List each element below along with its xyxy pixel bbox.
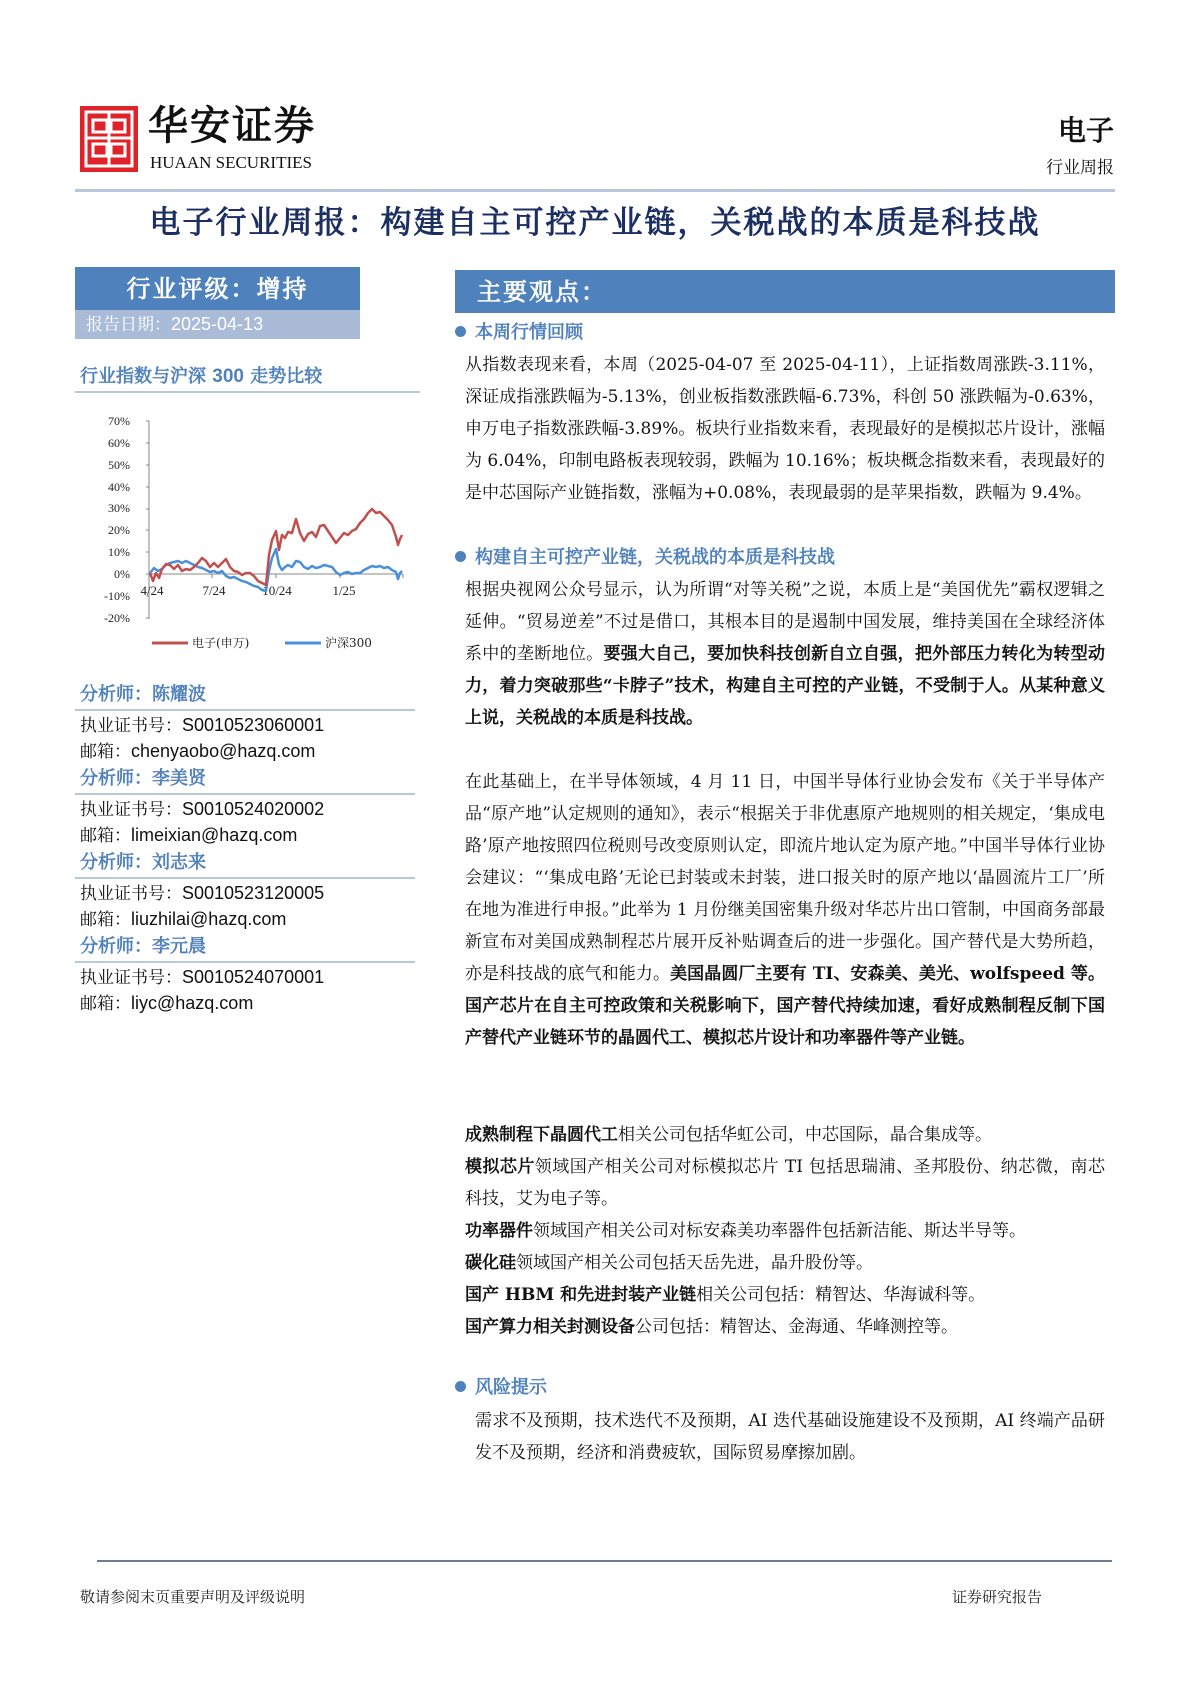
tariff-paragraph-text: 根据央视网公众号显示，认为所谓“对等关税”之说，本质上是“美国优先”霸权逻辑之延伸。“贸易逆差”不过是借口，其根本目的是遏制中国发展，维持美国在全球经济体系中的垄断地位。 bbox=[465, 580, 1105, 664]
item-text: 领域国产相关公司对标安森美功率器件包括新洁能、斯达半导等。 bbox=[533, 1221, 1026, 1241]
footer-disclaimer: 敬请参阅末页重要声明及评级说明 bbox=[80, 1588, 306, 1606]
chart-title-part: 走势比较 bbox=[250, 366, 323, 387]
bullet-icon bbox=[455, 1381, 466, 1392]
item-text: 领域国产相关公司包括天岳先进，晶升股份等。 bbox=[516, 1253, 873, 1273]
section-heading-text: 构建自主可控产业链，关税战的本质是科技战 bbox=[475, 547, 835, 568]
analyst-email bbox=[80, 739, 315, 764]
svg-text:50%: 50% bbox=[108, 458, 130, 472]
x-axis-labels bbox=[140, 583, 355, 598]
analyst-divider bbox=[75, 877, 415, 879]
tariff-paragraph-emphasis: 要强大自己，要加快科技创新自立自强，把外部压力转化为转型动力，着力突破那些“卡脖子”技术，构建自主可控的产业链，不受制于人。从某种意义上说，关税战的本质是科技战。 bbox=[465, 644, 1106, 728]
analyst-email bbox=[80, 991, 253, 1016]
y-axis-labels bbox=[104, 414, 130, 625]
cert-label: 执业证书号： bbox=[80, 884, 182, 904]
analyst-name: 分析师：陈耀波 bbox=[80, 684, 206, 705]
svg-text:30%: 30% bbox=[108, 501, 130, 515]
section-heading-tariff-war bbox=[455, 545, 835, 571]
chart-title-part: 行业指数与沪深 bbox=[80, 366, 206, 387]
email-address[interactable]: liyc@hazq.com bbox=[131, 993, 254, 1013]
tariff-paragraph bbox=[465, 574, 1105, 734]
report-date-box bbox=[75, 310, 360, 339]
analyst-divider bbox=[75, 793, 415, 795]
report-date-label: 报告日期： bbox=[86, 315, 171, 335]
item-category: 国产 HBM 和先进封装产业链 bbox=[465, 1285, 697, 1305]
chart-title bbox=[80, 365, 322, 389]
item-category: 功率器件 bbox=[465, 1221, 533, 1241]
item-category: 碳化硅 bbox=[465, 1253, 516, 1273]
svg-text:10%: 10% bbox=[108, 545, 130, 559]
footer-divider bbox=[97, 1560, 1112, 1562]
svg-text:-10%: -10% bbox=[104, 589, 130, 603]
index-comparison-chart bbox=[80, 395, 420, 655]
analyst-email bbox=[80, 907, 286, 932]
analyst-divider bbox=[75, 709, 415, 711]
semiconductor-paragraph-emphasis: 美国晶圆厂主要有 TI、安森美、美光、wolfspeed 等。国产芯片在自主可控政策和关税影响下，国产替代持续加速，看好成熟制程反制下国产替代产业链环节的晶圆代工、模拟芯片设计和功率器件等产业链。 bbox=[465, 964, 1105, 1048]
item-category: 国产算力相关封测设备 bbox=[465, 1317, 635, 1337]
svg-text:-20%: -20% bbox=[104, 611, 130, 625]
analyst-cert bbox=[80, 965, 324, 990]
item-text: 相关公司包括：精智达、华海诚科等。 bbox=[696, 1285, 986, 1305]
svg-text:1/25: 1/25 bbox=[332, 583, 356, 598]
report-date-value: 2025-04-13 bbox=[171, 314, 264, 334]
analyst-cert bbox=[80, 797, 324, 822]
email-address[interactable]: chenyaobo@hazq.com bbox=[131, 741, 316, 761]
company-list-item bbox=[465, 1151, 1105, 1215]
company-list-item bbox=[465, 1247, 1105, 1279]
logo-english-name: HUAAN SECURITIES bbox=[150, 153, 312, 172]
cert-number: S0010524070001 bbox=[182, 967, 325, 987]
analyst-email bbox=[80, 823, 297, 848]
svg-text:70%: 70% bbox=[108, 414, 130, 428]
cert-number: S0010523120005 bbox=[182, 883, 325, 903]
company-list-item bbox=[465, 1215, 1105, 1247]
svg-text:0%: 0% bbox=[114, 567, 130, 581]
industry-rating-box: 行业评级：增持 bbox=[75, 267, 360, 310]
email-address[interactable]: liuzhilai@hazq.com bbox=[131, 909, 287, 929]
footer-report-type: 证券研究报告 bbox=[952, 1588, 1043, 1606]
main-points-header: 主要观点： bbox=[455, 270, 1115, 313]
item-category: 成熟制程下晶圆代工 bbox=[465, 1125, 618, 1145]
report-title: 电子行业周报：构建自主可控产业链，关税战的本质是科技战 bbox=[149, 205, 1041, 241]
svg-text:电子(申万): 电子(申万) bbox=[192, 636, 250, 650]
svg-text:60%: 60% bbox=[108, 436, 130, 450]
email-address[interactable]: limeixian@hazq.com bbox=[131, 825, 298, 845]
chart-divider bbox=[75, 391, 420, 393]
email-label: 邮箱： bbox=[80, 910, 131, 930]
company-list-item bbox=[465, 1119, 1105, 1151]
analyst-cert bbox=[80, 713, 324, 738]
email-label: 邮箱： bbox=[80, 742, 131, 762]
cert-number: S0010523060001 bbox=[182, 715, 325, 735]
svg-text:7/24: 7/24 bbox=[202, 583, 226, 598]
risk-paragraph: 需求不及预期，技术迭代不及预期，AI 迭代基础设施建设不及预期，AI 终端产品研发不及预期，经济和消费疲软，国际贸易摩擦加剧。 bbox=[475, 1411, 1105, 1463]
company-logo-icon bbox=[80, 106, 138, 172]
cert-label: 执业证书号： bbox=[80, 800, 182, 820]
sector-label: 电子 bbox=[1057, 114, 1114, 147]
email-label: 邮箱： bbox=[80, 826, 131, 846]
svg-text:4/24: 4/24 bbox=[140, 583, 164, 598]
bullet-icon bbox=[455, 551, 466, 562]
analyst-cert bbox=[80, 881, 324, 906]
analyst-name: 分析师：李元晨 bbox=[80, 936, 206, 957]
analyst-divider bbox=[75, 961, 415, 963]
company-list-item bbox=[465, 1311, 1105, 1343]
semiconductor-paragraph bbox=[465, 766, 1105, 1054]
cert-label: 执业证书号： bbox=[80, 716, 182, 736]
cert-number: S0010524020002 bbox=[182, 799, 325, 819]
item-category: 模拟芯片 bbox=[465, 1157, 535, 1177]
email-label: 邮箱： bbox=[80, 994, 131, 1014]
section-heading-text: 风险提示 bbox=[475, 1377, 547, 1398]
cert-label: 执业证书号： bbox=[80, 968, 182, 988]
report-type-label: 行业周报 bbox=[1046, 158, 1114, 178]
company-list-item bbox=[465, 1279, 1105, 1311]
item-text: 相关公司包括华虹公司，中芯国际，晶合集成等。 bbox=[618, 1125, 992, 1145]
svg-text:40%: 40% bbox=[108, 480, 130, 494]
svg-text:沪深300: 沪深300 bbox=[325, 636, 372, 650]
section-heading-text: 本周行情回顾 bbox=[475, 322, 583, 343]
bullet-icon bbox=[455, 326, 466, 337]
header-divider bbox=[75, 189, 1115, 192]
section-heading-weekly-review bbox=[455, 320, 583, 346]
semiconductor-paragraph-text: 在此基础上，在半导体领域，4 月 11 日，中国半导体行业协会发布《关于半导体产品“原产地”认定规则的通知》，表示“根据关于非优惠原产地规则的相关规定，‘集成电路’原产地按照四位税则号改变原则认定，即流片地认定为原产地。”中国半导体行业协会建议：“‘集成电路’无论已封装或未封装，进口报关时的原产地以‘晶圆流片工厂’所在地为准进行申报。”此举为 1 月份继美国密集升级对华芯片出口管制，中国商务部最新宣布对美国成熟制程芯片展开反补贴调查后的进一步强化。国产替代是大势所趋，亦是科技战的底气和能力。 bbox=[465, 772, 1105, 984]
analyst-name: 分析师：李美贤 bbox=[80, 768, 206, 789]
logo-chinese-name: 华安证券 bbox=[148, 102, 316, 149]
analyst-name: 分析师：刘志来 bbox=[80, 852, 206, 873]
item-text: 公司包括：精智达、金海通、华峰测控等。 bbox=[635, 1317, 958, 1337]
chart-legend bbox=[150, 593, 372, 650]
svg-text:10/24: 10/24 bbox=[262, 583, 292, 598]
item-text: 领域国产相关公司对标模拟芯片 TI 包括思瑞浦、圣邦股份、纳芯微，南芯科技，艾为电子等。 bbox=[465, 1157, 1105, 1209]
svg-text:20%: 20% bbox=[108, 523, 130, 537]
weekly-review-paragraph: 从指数表现来看，本周（2025-04-07 至 2025-04-11），上证指数周涨跌-3.11%，深证成指涨跌幅为-5.13%，创业板指数涨跌幅-6.73%，科创 50 涨跌幅为-0.63%，申万电子指数涨跌幅-3.89%。板块行业指数来看，表现最好的是模拟芯片设计，涨幅为 6.04%，印制电路板表现较弱，跌幅为 10.16%；板块概念指数来看，表现最好的是中芯国际产业链指数，涨幅为+0.08%，表现最弱的是苹果指数，跌幅为 9.4%。 bbox=[465, 355, 1105, 503]
chart-title-number: 300 bbox=[212, 366, 244, 387]
company-list bbox=[465, 1119, 1105, 1343]
section-heading-risk bbox=[455, 1375, 547, 1401]
